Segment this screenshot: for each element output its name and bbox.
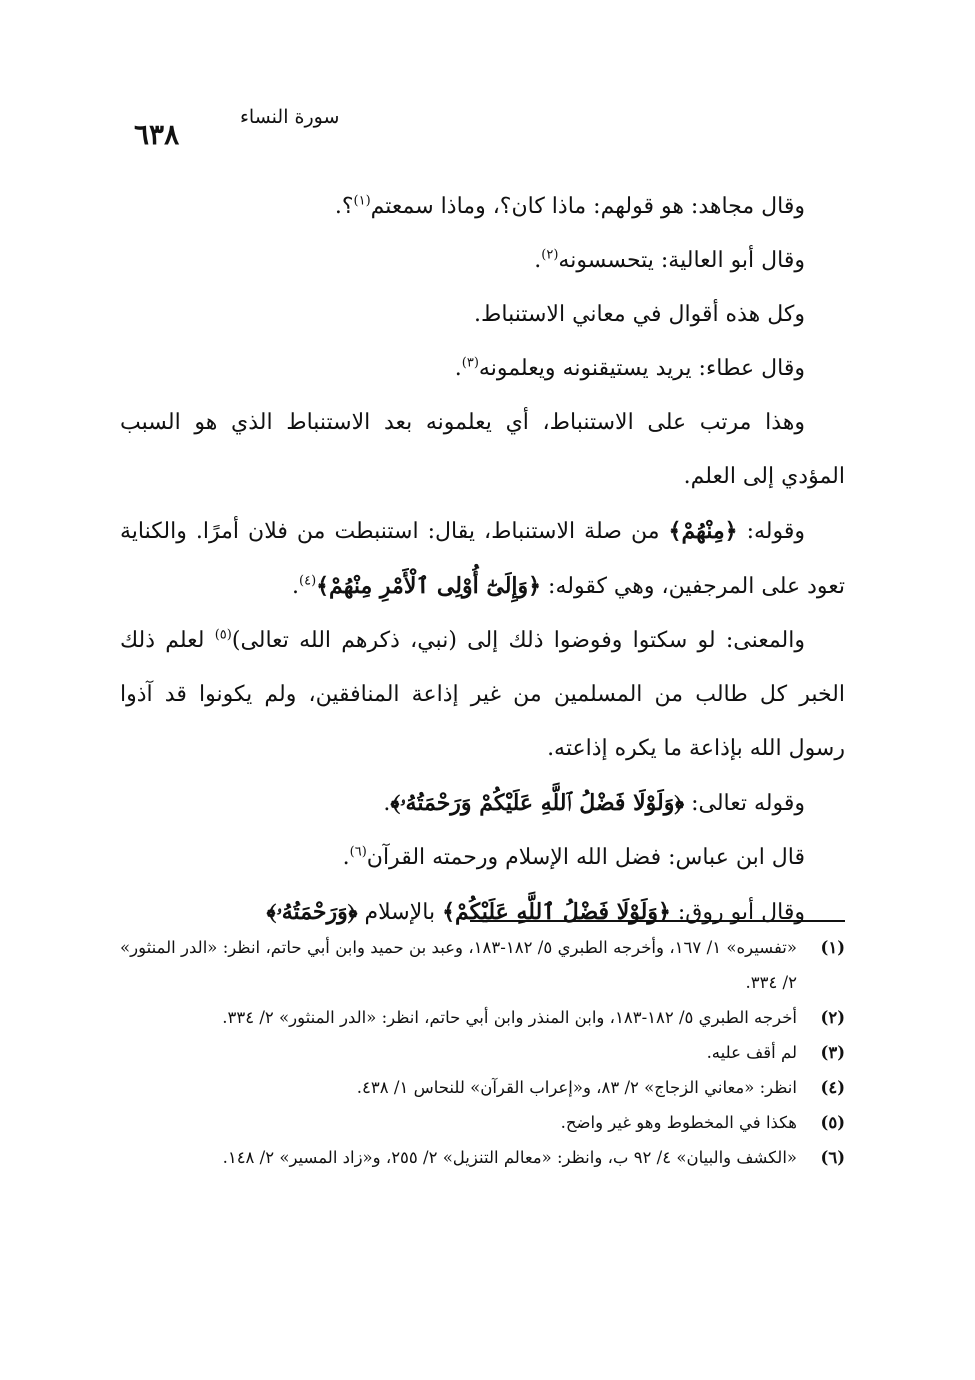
paragraph-mujahid: وقال مجاهد: هو قولهم: ماذا كان؟، وماذا سمعتم$^{(١)}$؟. — [334, 193, 805, 219]
footnote-3 — [120, 1035, 845, 1070]
footnote-ref-3[interactable]: (٣) — [461, 355, 479, 371]
paragraph-minhum: وقوله: ﴿مِنْهُمْ﴾ من صلة الاستنباط، يقال: استنبطت من فلان أمرًا. والكناية تعود على المرجفين، وهي كقوله: ﴿وَإِلَىٰٓ أُوْلِى ٱلْأَمْرِ مِنْهُمْ﴾$^{(٤)}$. — [120, 518, 845, 599]
page-header — [120, 106, 845, 166]
main-text — [120, 180, 845, 940]
paragraph-sequence: وهذا مرتب على الاستنباط، أي يعلمونه بعد الاستنباط الذي هو السبب المؤدي إلى العلم. — [120, 410, 845, 489]
surah-title: سورة النساء — [240, 106, 340, 128]
footnote-ref-6[interactable]: (٦) — [349, 844, 367, 860]
paragraph-fadl: وقوله تعالى: ﴿وَلَوْلَا فَضْلُ ٱللَّهِ عَلَيْكُمْ وَرَحْمَتُهُۥ﴾. — [383, 790, 805, 816]
footnotes — [120, 930, 845, 1175]
footnote-number: (٣) — [820, 1043, 845, 1062]
footnote-number: (٥) — [820, 1113, 845, 1132]
footnote-number: (٦) — [820, 1148, 845, 1167]
footnote-ref-4[interactable]: (٤) — [299, 573, 317, 589]
footnote-text: «تفسيره» ١/ ١٦٧، وأخرجه الطبري ٥/ ١٨٢-١٨٣، وعبد بن حميد وابن أبي حاتم، انظر: «الدر المنثور» ٢/ ٣٣٤. — [120, 938, 797, 992]
quran-verse-fadl: ﴿وَلَوْلَا فَضْلُ ٱللَّهِ عَلَيْكُمْ وَرَحْمَتُهُۥ﴾ — [390, 790, 685, 816]
footnote-text: انظر: «معاني الزجاج» ٢/ ٨٣، و«إعراب القرآن» للنحاس ١/ ٤٣٨. — [356, 1078, 797, 1097]
footnote-text: لم أقف عليه. — [706, 1043, 797, 1062]
paragraph-abu-aliya: وقال أبو العالية: يتحسسونه$^{(٢)}$. — [534, 247, 805, 273]
quran-verse-minhum: ﴿مِنْهُمْ﴾ — [668, 518, 738, 544]
paragraph-abu-rawq: وقال أبو روق: ﴿وَلَوْلَا فَضْلُ ٱللَّهِ عَلَيْكُمْ﴾ بالإسلام ﴿وَرَحْمَتُهُۥ﴾ — [266, 899, 805, 925]
page-number: ٦٣٨ — [134, 118, 180, 151]
footnote-ref-2[interactable]: (٢) — [541, 247, 559, 263]
paragraph-ibn-abbas: قال ابن عباس: فضل الله الإسلام ورحمته القرآن$^{(٦)}$. — [342, 844, 805, 870]
quran-verse-fadl-2: ﴿وَلَوْلَا فَضْلُ ٱللَّهِ عَلَيْكُمْ﴾ — [442, 899, 671, 925]
footnote-4 — [120, 1070, 845, 1105]
footnote-number: (٤) — [820, 1078, 845, 1097]
footnote-number: (١) — [820, 938, 845, 957]
footnote-5 — [120, 1105, 845, 1140]
quran-verse-ulil-amr: ﴿وَإِلَىٰٓ أُوْلِى ٱلْأَمْرِ مِنْهُمْ﴾ — [316, 573, 542, 599]
footnote-ref-5[interactable]: (٥) — [214, 627, 232, 643]
footnote-ref-1[interactable]: (١) — [353, 193, 371, 209]
footnote-divider — [470, 920, 845, 922]
footnote-1 — [120, 930, 845, 1000]
footnote-text: أخرجه الطبري ٥/ ١٨٢-١٨٣، وابن المنذر وابن أبي حاتم، انظر: «الدر المنثور» ٢/ ٣٣٤. — [222, 1008, 797, 1027]
paragraph-istinbat: وكل هذه أقوال في معاني الاستنباط. — [474, 302, 805, 327]
quran-verse-rahmatuh: ﴿وَرَحْمَتُهُۥ﴾ — [266, 899, 358, 925]
footnote-number: (٢) — [820, 1008, 845, 1027]
footnote-6 — [120, 1140, 845, 1175]
footnote-2 — [120, 1000, 845, 1035]
paragraph-meaning: والمعنى: لو سكتوا وفوضوا ذلك إلى (نبي، ذكرهم الله تعالى)$^{(٥)}$ لعلم ذلك الخبر كل طالب من المسلمين من غير إذاعة المنافقين، ولم يكونوا قد آذوا رسول الله بإذاعة ما يكره إذاعته. — [120, 627, 845, 761]
paragraph-ata: وقال عطاء: يريد يستيقنونه ويعلمونه$^{(٣)}$. — [454, 355, 805, 381]
footnote-text: «الكشف والبيان» ٤/ ٩٢ ب، وانظر: «معالم التنزيل» ٢/ ٢٥٥، و«زاد المسير» ٢/ ١٤٨. — [222, 1148, 797, 1167]
footnote-text: هكذا في المخطوط وهو غير واضح. — [560, 1113, 797, 1132]
